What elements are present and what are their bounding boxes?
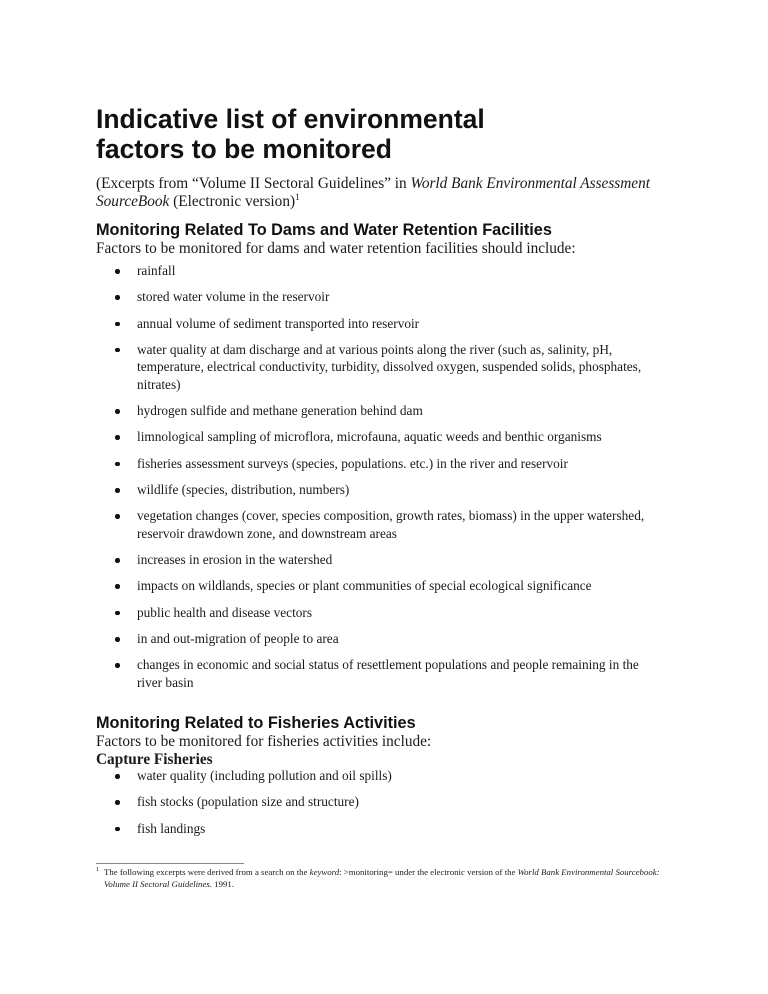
bullet-icon bbox=[115, 269, 120, 274]
section-heading-dams: Monitoring Related To Dams and Water Retention Facilities bbox=[96, 221, 552, 239]
title-line-2: factors to be monitored bbox=[96, 134, 392, 164]
footnote-keyword: keyword bbox=[309, 867, 340, 877]
list-item: water quality (including pollution and oil spills) bbox=[96, 767, 657, 785]
list-item: changes in economic and social status of resettlement populations and people remaining in the river basin bbox=[96, 656, 657, 691]
list-item: hydrogen sulfide and methane generation behind dam bbox=[96, 402, 657, 420]
bullet-icon bbox=[115, 462, 120, 467]
list-item: water quality at dam discharge and at various points along the river (such as, salinity, pH, temperature, electrical conductivity, turbidity, dissolved oxygen, suspended solids, phosphates, nitrates) bbox=[96, 341, 657, 394]
bullet-icon bbox=[115, 558, 120, 563]
subheading-capture-fisheries: Capture Fisheries bbox=[96, 751, 213, 768]
bullet-icon bbox=[115, 409, 120, 414]
intro-suffix: (Electronic version) bbox=[169, 193, 296, 210]
fisheries-factor-list bbox=[96, 767, 696, 846]
intro-source-title: World Bank Environmental Assessment SourceBook bbox=[96, 175, 650, 210]
bullet-icon bbox=[115, 435, 120, 440]
bullet-icon bbox=[115, 488, 120, 493]
footnote-source-title: World Bank Environmental Sourcebook: Volume II Sectoral Guidelines bbox=[104, 867, 660, 889]
section-lead-dams: Factors to be monitored for dams and water retention facilities should include: bbox=[96, 240, 576, 257]
intro-prefix: (Excerpts from “Volume II Sectoral Guidelines” in bbox=[96, 175, 411, 192]
footnote-reference[interactable]: 1 bbox=[295, 191, 300, 202]
list-item: wildlife (species, distribution, numbers) bbox=[96, 481, 657, 499]
bullet-icon bbox=[115, 514, 120, 519]
bullet-icon bbox=[115, 637, 120, 642]
bullet-icon bbox=[115, 584, 120, 589]
bullet-icon bbox=[115, 611, 120, 616]
list-item: fish stocks (population size and structure) bbox=[96, 793, 657, 811]
list-item: vegetation changes (cover, species composition, growth rates, biomass) in the upper watershed, reservoir drawdown zone, and downstream areas bbox=[96, 507, 657, 542]
list-item: limnological sampling of microflora, microfauna, aquatic weeds and benthic organisms bbox=[96, 428, 657, 446]
bullet-icon bbox=[115, 827, 120, 832]
section-heading-fisheries: Monitoring Related to Fisheries Activities bbox=[96, 714, 416, 732]
page-title bbox=[96, 104, 696, 164]
bullet-icon bbox=[115, 322, 120, 327]
list-item: stored water volume in the reservoir bbox=[96, 288, 657, 306]
title-line-1: Indicative list of environmental bbox=[96, 104, 485, 134]
list-item: fish landings bbox=[96, 820, 657, 838]
bullet-icon bbox=[115, 663, 120, 668]
bullet-icon bbox=[115, 800, 120, 805]
list-item: impacts on wildlands, species or plant communities of special ecological significance bbox=[96, 577, 657, 595]
bullet-icon bbox=[115, 295, 120, 300]
footnote-separator bbox=[96, 863, 244, 864]
list-item: annual volume of sediment transported into reservoir bbox=[96, 315, 657, 333]
list-item: fisheries assessment surveys (species, populations. etc.) in the river and reservoir bbox=[96, 455, 657, 473]
list-item: increases in erosion in the watershed bbox=[96, 551, 657, 569]
list-item: public health and disease vectors bbox=[96, 604, 657, 622]
footnote: 1 The following excerpts were derived from a search on the keyword: >monitoring= under the electronic version of the World Bank Environmental Sourcebook: Volume II Sectoral Guidelines. 1991. bbox=[96, 866, 660, 889]
list-item: rainfall bbox=[96, 262, 657, 280]
list-item: in and out-migration of people to area bbox=[96, 630, 657, 648]
section-lead-fisheries: Factors to be monitored for fisheries activities include: bbox=[96, 733, 432, 750]
bullet-icon bbox=[115, 348, 120, 353]
intro-paragraph bbox=[96, 175, 676, 211]
bullet-icon bbox=[115, 774, 120, 779]
dams-factor-list bbox=[96, 262, 696, 700]
